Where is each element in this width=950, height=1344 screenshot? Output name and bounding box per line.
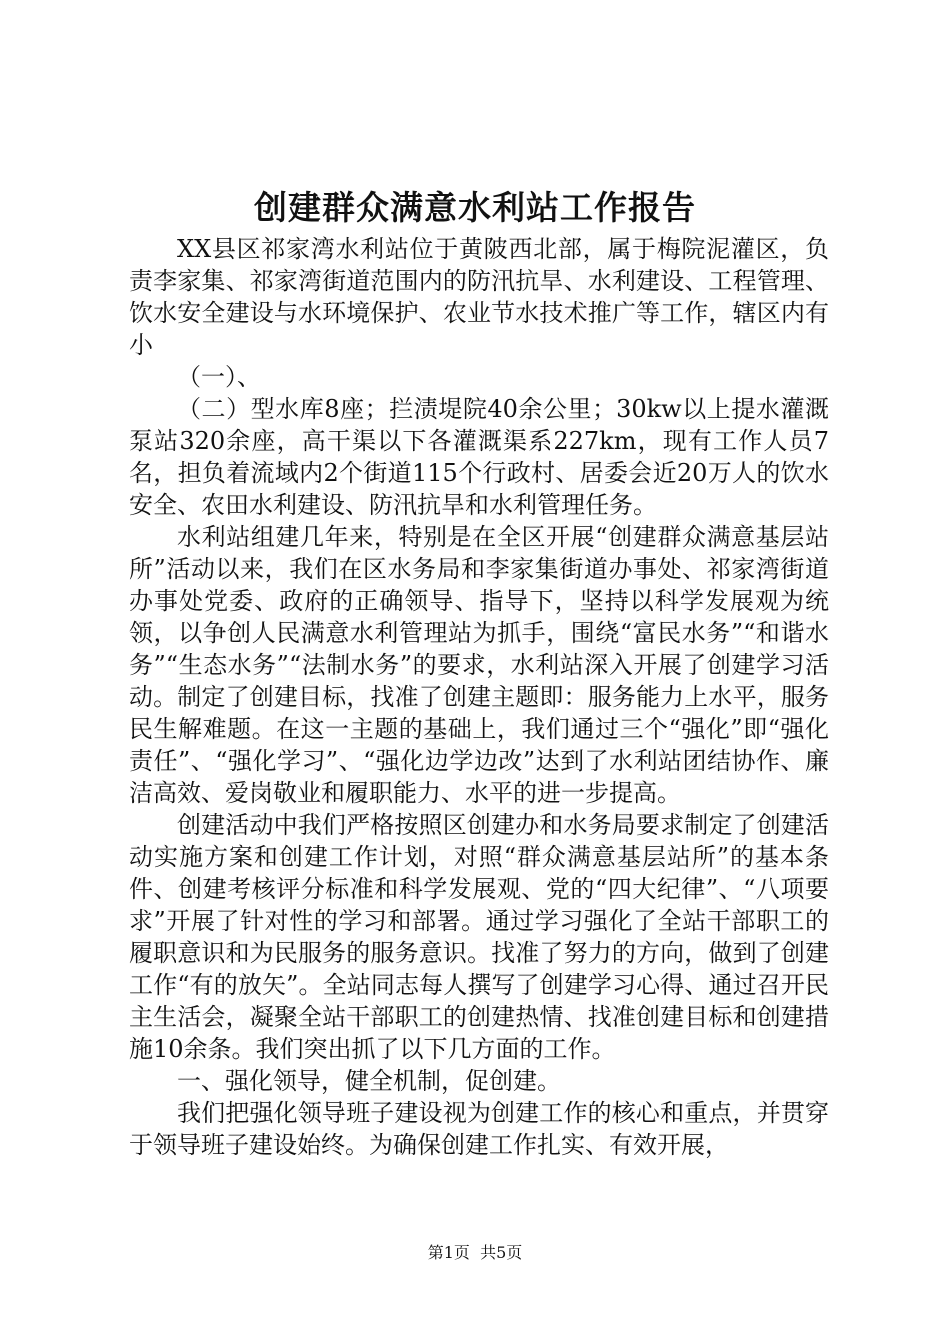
document-body — [129, 233, 829, 1161]
paragraph: （一）、 — [177, 363, 261, 391]
page-number-footer: 第1页 共5页 — [427, 1243, 523, 1262]
document-title: 创建群众满意水利站工作报告 — [254, 188, 696, 227]
paragraph: XX县区祁家湾水利站位于黄陂西北部，属于梅院泥灌区，负责李家集、祁家湾街道范围内的防汛抗旱、水利建设、工程管理、饮水安全建设与水环境保护、农业节水技术推广等工作，辖区内有小 — [129, 235, 829, 359]
paragraph: （二）型水库8座；拦渍堤院40余公里；30kw以上提水灌溉泵站320余座，高干渠以下各灌溉渠系227km，现有工作人员7名，担负着流域内2个街道115个行政村、居委会近20万人的饮水安全、农田水利建设、防汛抗旱和水利管理任务。 — [129, 395, 829, 519]
section-heading: 一、强化领导，健全机制，促创建。 — [177, 1067, 561, 1095]
paragraph: 创建活动中我们严格按照区创建办和水务局要求制定了创建活动实施方案和创建工作计划，对照“群众满意基层站所”的基本条件、创建考核评分标准和科学发展观、党的“四大纪律”、“八项要求”开展了针对性的学习和部署。通过学习强化了全站干部职工的履职意识和为民服务的服务意识。找准了努力的方向，做到了创建工作“有的放矢”。全站同志每人撰写了创建学习心得、通过召开民主生活会，凝聚全站干部职工的创建热情、找准创建目标和创建措施10余条。我们突出抓了以下几方面的工作。 — [129, 811, 829, 1063]
paragraph: 我们把强化领导班子建设视为创建工作的核心和重点，并贯穿于领导班子建设始终。为确保创建工作扎实、有效开展， — [129, 1099, 829, 1159]
paragraph: 水利站组建几年来，特别是在全区开展“创建群众满意基层站所”活动以来，我们在区水务局和李家集街道办事处、祁家湾街道办事处党委、政府的正确领导、指导下，坚持以科学发展观为统领，以争创人民满意水利管理站为抓手，围绕“富民水务”“和谐水务”“生态水务”“法制水务”的要求，水利站深入开展了创建学习活动。制定了创建目标，找准了创建主题即：服务能力上水平，服务民生解难题。在这一主题的基础上，我们通过三个“强化”即“强化责任”、“强化学习”、“强化边学边改”达到了水利站团结协作、廉洁高效、爱岗敬业和履职能力、水平的进一步提高。 — [129, 523, 829, 807]
